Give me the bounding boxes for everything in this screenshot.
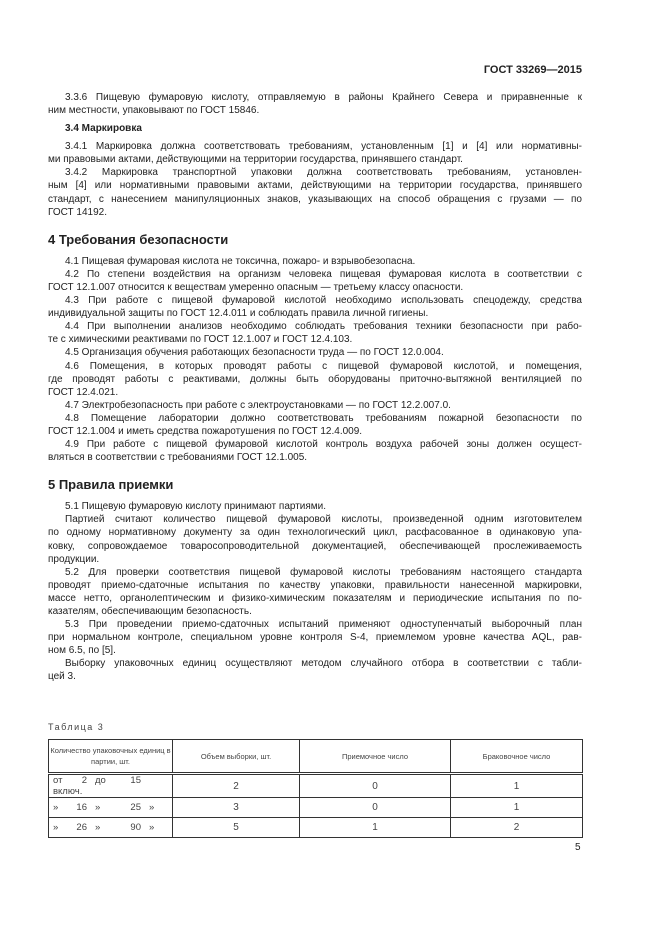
- text-line: стандарт, с нанесением манипуляционных знаков, указывающих на способ обращения с грузами — по: [48, 193, 582, 205]
- paragraph: [48, 438, 582, 464]
- text-line: где проводят работы с реактивами, должны быть оборудованы приточно-вытяжной вентиляцией по: [48, 373, 582, 385]
- accept-cell: 0: [300, 798, 451, 818]
- text-line: ГОСТ 12.1.004 и иметь средства пожаротушения по ГОСТ 12.4.009.: [48, 425, 363, 437]
- sample-cell: 2: [173, 774, 300, 798]
- paragraph: [48, 255, 582, 268]
- sampling-table: [48, 739, 583, 838]
- text-line: 4.1 Пищевая фумаровая кислота не токсична, пожаро- и взрывобезопасна.: [65, 255, 416, 267]
- text-line: по одному нормативному документу за один технологический цикл, расфасованное в одинаковую упа-: [48, 527, 582, 539]
- text-line: Выборку упаковочных единиц осуществляют методом случайного отбора в соответствии с табли-: [65, 658, 582, 670]
- text-line: ГОСТ 12.4.021.: [48, 386, 119, 398]
- lot-range-part: »: [149, 822, 155, 833]
- lot-range-part: включ.: [53, 786, 83, 797]
- text-line: 3.3.6 Пищевую фумаровую кислоту, отправляемую в районы Крайнего Севера и приравненные к: [65, 92, 582, 103]
- reject-cell: 1: [451, 774, 583, 798]
- text-line: 5.2 Для проверки соответствия пищевой фумаровой кислоты требованиям настоящего стандарта: [65, 566, 582, 578]
- text-line: ми правовыми актами, действующими на территории государства, принявшего стандарт.: [48, 154, 463, 166]
- paragraph: [48, 399, 582, 412]
- text-line: 3.4.2 Маркировка транспортной упаковки должна соответствовать требованиям, установлен-: [65, 167, 582, 179]
- paragraph: [48, 657, 582, 683]
- sample-cell: 5: [173, 818, 300, 838]
- paragraph: [48, 618, 582, 657]
- table-header-row: [49, 740, 583, 774]
- paragraph: [48, 268, 582, 294]
- text-line: 4.8 Помещение лаборатории должно соответствовать требованиям пожарной безопасности по: [65, 412, 582, 424]
- lot-range-part: 2: [81, 775, 87, 786]
- text-line: вляться в соответствии с требованиями ГОСТ 12.1.005.: [48, 452, 308, 464]
- text-line: 4.9 При работе с пищевой фумаровой кислотой контроль воздуха рабочей зоны должен осущест-: [65, 439, 582, 451]
- accept-cell: 1: [300, 818, 451, 838]
- text-line: 4.3 При работе с пищевой фумаровой кислотой необходимо использовать спецодежду, средства: [65, 295, 582, 307]
- section-heading: 4 Требования безопасности: [48, 231, 229, 247]
- header-rejection-number: Браковочное число: [451, 740, 583, 774]
- text-line: массе нетто, органолептическим и физико-химическим показателям и периодические испытания по по-: [48, 592, 582, 604]
- header-lot-size: Количество упаковочных единиц в партии, шт.: [49, 740, 173, 774]
- paragraph: [48, 513, 582, 565]
- paragraph: [48, 294, 582, 320]
- page-number: 5: [575, 842, 581, 853]
- table-row: [49, 798, 583, 818]
- text-line: 5.1 Пищевую фумаровую кислоту принимают партиями.: [65, 501, 327, 513]
- lot-size-cell: [49, 818, 173, 838]
- paragraph: [48, 346, 582, 359]
- text-line: казателям, обеспечивающим безопасность.: [48, 606, 252, 617]
- header-sample-size: Объем выборки, шт.: [173, 740, 300, 774]
- lot-range-part: до: [95, 775, 106, 786]
- paragraph: [48, 91, 582, 117]
- lot-range-part: 25: [130, 802, 141, 813]
- text-line: индивидуальной защиты по ГОСТ 12.4.011 и соблюдать правила личной гигиены.: [48, 308, 429, 320]
- text-line: 4.2 По степени воздействия на организм человека пищевая фумаровая кислота в соответствии с: [65, 268, 582, 280]
- table-caption: Таблица 3: [48, 722, 105, 732]
- text-line: проводят приемо-сдаточные испытания по качеству упаковки, правильности нанесенной маркировки,: [48, 579, 582, 591]
- paragraph: [48, 140, 582, 166]
- table-row: [49, 818, 583, 838]
- text-line: 4.4 При выполнении анализов необходимо соблюдать требования техники безопасности при рабо-: [65, 321, 582, 333]
- lot-range-part: »: [95, 802, 101, 813]
- lot-size-cell: [49, 798, 173, 818]
- lot-range-part: 16: [76, 802, 87, 813]
- lot-size-cell: [49, 774, 173, 798]
- text-line: Партией считают количество пищевой фумаровой кислоты, произведенной одним изготовителем: [65, 514, 582, 526]
- text-line: 3.4.1 Маркировка должна соответствовать требованиям, установленным [1] и [4] или нормативны-: [65, 141, 582, 153]
- text-line: ным [4] или нормативными правовыми актами, действующими на территории государства, принявшего: [48, 180, 582, 192]
- text-line: ковку, сопровождаемое товаросопроводительной документацией, обеспечивающей прослеживаемость: [48, 540, 582, 552]
- lot-range-part: от: [53, 775, 63, 786]
- text-line: продукции.: [48, 553, 100, 565]
- reject-cell: 2: [451, 818, 583, 838]
- table-row: [49, 774, 583, 798]
- text-line: 4.5 Организация обучения работающих безопасности труда — по ГОСТ 12.0.004.: [65, 347, 444, 359]
- lot-range-part: 15: [130, 775, 141, 786]
- section-heading: 5 Правила приемки: [48, 477, 174, 493]
- lot-range-part: »: [95, 822, 101, 833]
- text-line: цей 3.: [48, 671, 76, 683]
- text-line: ГОСТ 12.1.007 относится к веществам умеренно опасным — третьему классу опасности.: [48, 281, 464, 293]
- paragraph: [48, 320, 582, 346]
- text-line: 4.6 Помещения, в которых проводят работы с пищевой фумаровой кислотой, и помещения,: [65, 360, 582, 372]
- paragraph: [48, 412, 582, 438]
- document-body: [48, 91, 582, 684]
- text-line: ГОСТ 14192.: [48, 206, 107, 218]
- text-line: при нормальном контроле, специальном уровне контроля S-4, приемлемом уровне качества AQL, рав-: [48, 632, 582, 644]
- text-line: ним местности, упаковывают по ГОСТ 15846.: [48, 105, 260, 117]
- lot-range-part: »: [149, 802, 155, 813]
- text-line: 5.3 При проведении приемо-сдаточных испытаний применяют одноступенчатый выборочный план: [65, 619, 582, 631]
- lot-range-part: »: [53, 802, 59, 813]
- subsection-heading: 3.4 Маркировка: [65, 123, 142, 135]
- header-acceptance-number: Приемочное число: [300, 740, 451, 774]
- paragraph: [48, 500, 582, 513]
- reject-cell: 1: [451, 798, 583, 818]
- lot-range-part: »: [53, 822, 59, 833]
- accept-cell: 0: [300, 774, 451, 798]
- document-code-header: ГОСТ 33269—2015: [483, 64, 582, 76]
- text-line: те с химическими реактивами по ГОСТ 12.1.007 и ГОСТ 12.4.103.: [48, 334, 353, 346]
- paragraph: [48, 166, 582, 218]
- paragraph: [48, 360, 582, 399]
- lot-range-part: 26: [76, 822, 87, 833]
- text-line: 4.7 Электробезопасность при работе с электроустановками — по ГОСТ 12.2.007.0.: [65, 399, 451, 411]
- lot-range-part: 90: [130, 822, 141, 833]
- paragraph: [48, 566, 582, 618]
- sample-cell: 3: [173, 798, 300, 818]
- text-line: ном 6.5, по [5].: [48, 645, 116, 657]
